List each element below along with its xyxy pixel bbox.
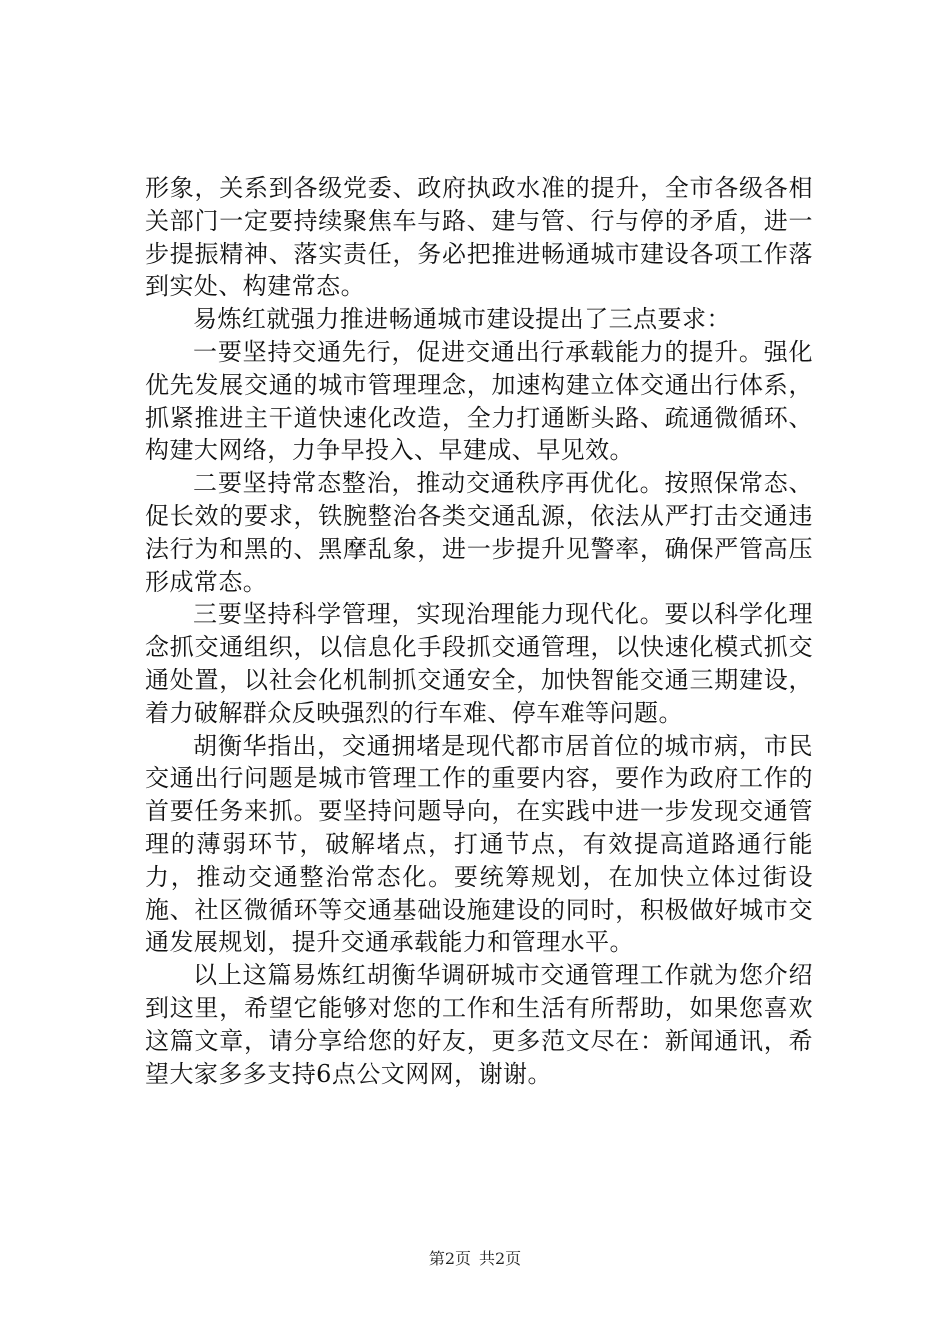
paragraph-hu-henghua: 胡衡华指出，交通拥堵是现代都市居首位的城市病，市民交通出行问题是城市管理工作的重要内容，要作为政府工作的首要任务来抓。要坚持问题导向，在实践中进一步发现交通管理的薄弱环节，破解堵点，打通节点，有效提高道路通行能力，推动交通整治常态化。要统筹规划，在加快立体过街设施、社区微循环等交通基础设施建设的同时，积极做好城市交通发展规划，提升交通承载能力和管理水平。: [145, 731, 813, 957]
document-body: [145, 172, 813, 1090]
page-total: 共2页: [479, 1249, 522, 1268]
page-number: 第2页: [428, 1249, 471, 1268]
paragraph-requirements-intro: 易炼红就强力推进畅通城市建设提出了三点要求：: [193, 305, 731, 334]
paragraph-requirement-three: 三要坚持科学管理，实现治理能力现代化。要以科学化理念抓交通组织，以信息化手段抓交通管理，以快速化模式抓交通处置，以社会化机制抓交通安全，加快智能交通三期建设，着力破解群众反映强烈的行车难、停车难等问题。: [145, 600, 813, 727]
page-footer: [0, 1246, 950, 1269]
paragraph-closing: 以上这篇易炼红胡衡华调研城市交通管理工作就为您介绍到这里，希望它能够对您的工作和生活有所帮助，如果您喜欢这篇文章，请分享给您的好友，更多范文尽在：新闻通讯，希望大家多多支持6点公文网网，谢谢。: [145, 961, 813, 1088]
paragraph-continuation: 形象，关系到各级党委、政府执政水准的提升，全市各级各相关部门一定要持续聚焦车与路、建与管、行与停的矛盾，进一步提振精神、落实责任，务必把推进畅通城市建设各项工作落到实处、构建常态。: [145, 174, 813, 301]
paragraph-requirement-two: 二要坚持常态整治，推动交通秩序再优化。按照保常态、促长效的要求，铁腕整治各类交通乱源，依法从严打击交通违法行为和黑的、黑摩乱象，进一步提升见警率，确保严管高压形成常态。: [145, 469, 813, 596]
paragraph-requirement-one: 一要坚持交通先行，促进交通出行承载能力的提升。强化优先发展交通的城市管理理念，加速构建立体交通出行体系，抓紧推进主干道快速化改造，全力打通断头路、疏通微循环、构建大网络，力争早投入、早建成、早见效。: [145, 337, 813, 465]
